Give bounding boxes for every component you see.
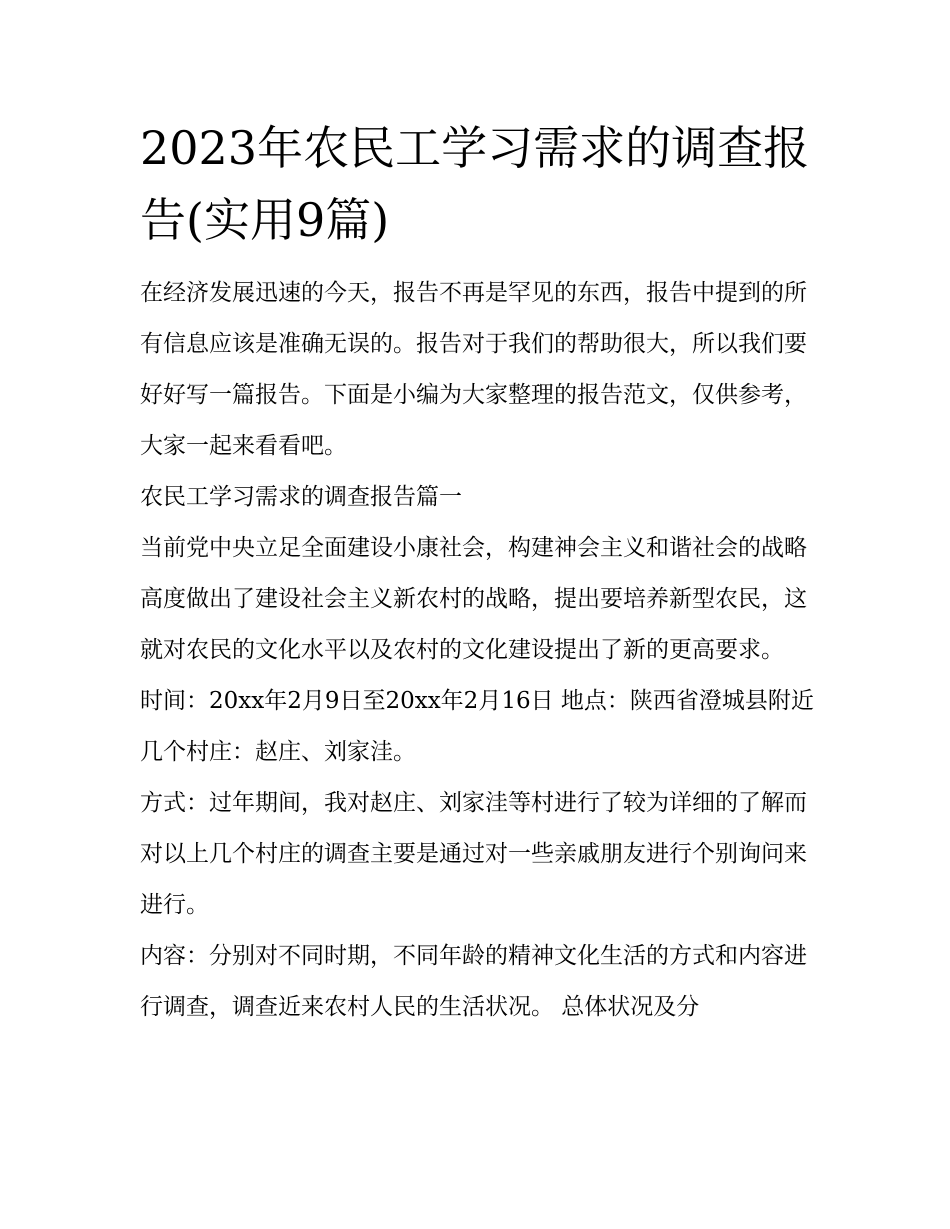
paragraph-method: 方式：过年期间，我对赵庄、刘家洼等村进行了较为详细的了解而对以上几个村庄的调查主要是通过对一些亲戚朋友进行个别询问来进行。 xyxy=(140,790,807,918)
document-title: 2023年农民工学习需求的调查报告(实用9篇) xyxy=(140,121,810,247)
paragraph-intro: 在经济发展迅速的今天，报告不再是罕见的东西，报告中提到的所有信息应该是准确无误的。报告对于我们的帮助很大，所以我们要好好写一篇报告。下面是小编为大家整理的报告范文，仅供参考，大家一起来看看吧。 xyxy=(140,280,807,459)
paragraph-time-location: 时间：20xx年2月9日至20xx年2月16日 地点：陕西省澄城县附近几个村庄：赵庄、刘家洼。 xyxy=(140,688,814,765)
section-heading: 农民工学习需求的调查报告篇一 xyxy=(140,484,462,510)
document-page xyxy=(140,112,820,1033)
paragraph-background: 当前党中央立足全面建设小康社会，构建神会主义和谐社会的战略高度做出了建设社会主义新农村的战略，提出要培养新型农民，这就对农民的文化水平以及农村的文化建设提出了新的更高要求。 xyxy=(140,535,807,663)
paragraph-content: 内容：分别对不同时期，不同年龄的精神文化生活的方式和内容进行调查，调查近来农村人民的生活状况。 总体状况及分 xyxy=(140,943,807,1020)
document-body xyxy=(140,268,820,1033)
